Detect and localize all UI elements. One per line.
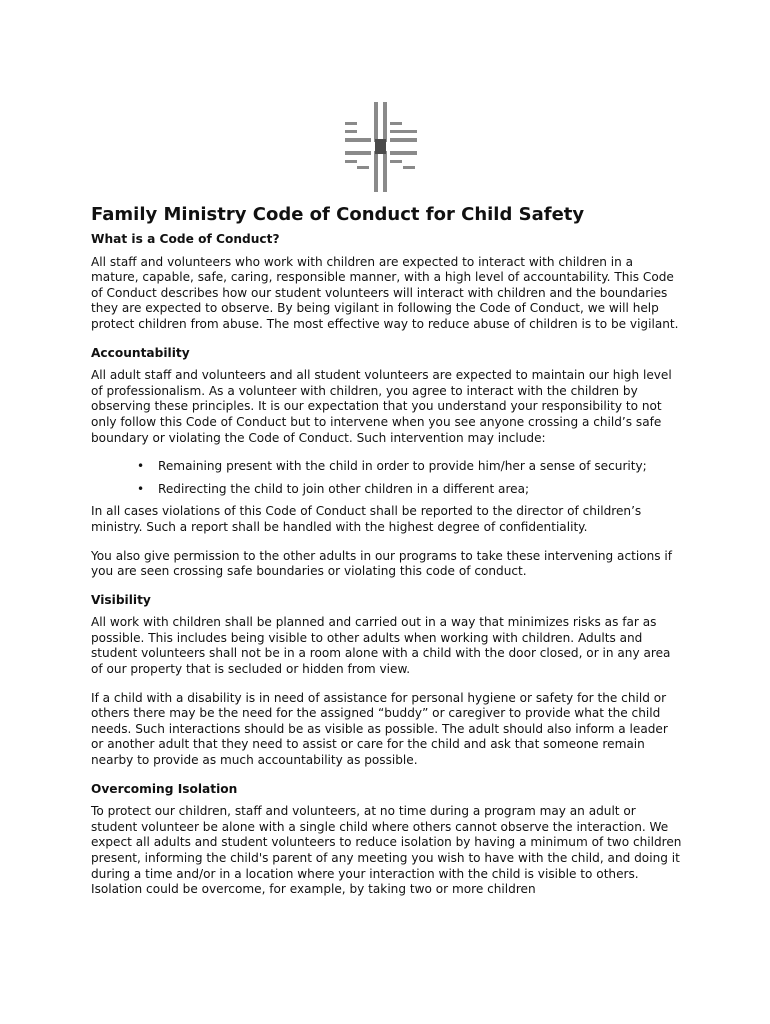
paragraph: All adult staff and volunteers and all student volunteers are expected to maintain our high level of professionalism. As a volunteer with children, you agree to interact with the children by observing these principles. It is our expectation that you understand your responsibility to not only follow this Code of Conduct but to intervene when you see anyone crossing a child’s safe boundary or violating the Code of Conduct. Such intervention may include: (91, 368, 672, 445)
paragraph: In all cases violations of this Code of Conduct shall be reported to the director of children’s ministry. Such a report shall be handled with the highest degree of confidentiality. (91, 504, 642, 534)
section-heading: Accountability (91, 345, 190, 360)
document-body (91, 232, 683, 911)
bullet-list (91, 459, 683, 497)
section-heading: What is a Code of Conduct? (91, 232, 280, 246)
paragraph: All staff and volunteers who work with children are expected to interact with children in a mature, capable, safe, caring, responsible manner, with a high level of accountability. This Code of Conduct describes how our student volunteers will interact with children and the boundaries they are expected to observe. By being vigilant in following the Code of Conduct, we will help protect children from abuse. The most effective way to reduce abuse of children is to be vigilant. (91, 254, 679, 331)
page-title: Family Ministry Code of Conduct for Child Safety (91, 204, 585, 225)
paragraph: You also give permission to the other adults in our programs to take these intervening actions if you are seen crossing safe boundaries or violating this code of conduct. (91, 548, 673, 579)
cross-logo-icon (345, 102, 417, 192)
section-heading: Overcoming Isolation (91, 781, 238, 796)
paragraph: All work with children shall be planned and carried out in a way that minimizes risks as far as possible. This includes being visible to other adults when working with children. Adults and student volunteers shall not be in a room alone with a child with the door closed, or in any area of our property that is secluded or hidden from view. (91, 615, 671, 677)
list-item: • Remaining present with the child in order to provide him/her a sense of security; (91, 459, 683, 475)
section-heading: Visibility (91, 592, 151, 607)
list-item: • Redirecting the child to join other children in a different area; (91, 482, 683, 498)
paragraph: If a child with a disability is in need of assistance for personal hygiene or safety for the child or others there may be the need for the assigned “buddy” or caregiver to provide what the child needs. Such interactions should be as visible as possible. The adult should also inform a leader or another adult that they need to assist or care for the child and ask that someone remain nearby to provide as much accountability as possible. (91, 690, 668, 768)
paragraph: To protect our children, staff and volunteers, at no time during a program may an adult or student volunteer be alone with a single child where others cannot observe the interaction. We expect all adults and student volunteers to reduce isolation by having a minimum of two children present, informing the child's parent of any meeting you wish to have with the child, and doing it during a time and/or in a location where your interaction with the child is visible to others. Isolation could be overcome, for example, by taking two or more children (91, 804, 682, 897)
